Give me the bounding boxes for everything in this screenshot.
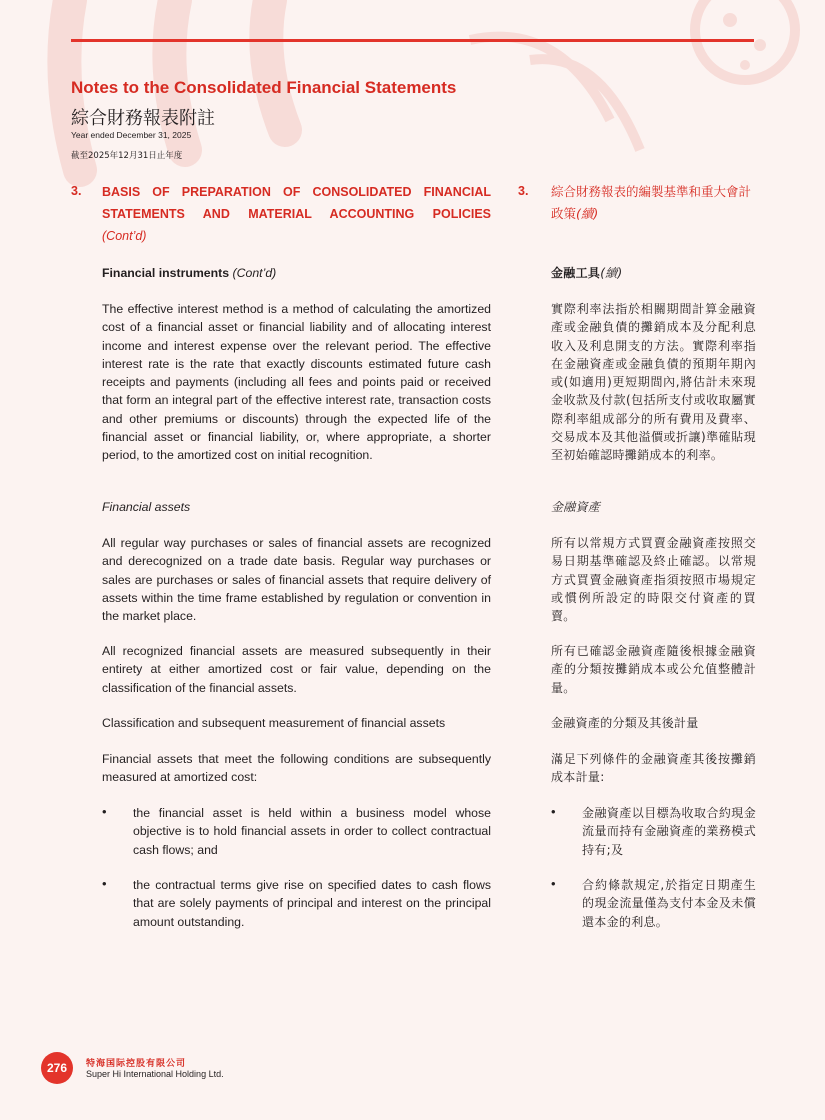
page-number: 276 (46, 1061, 68, 1075)
bullet-item-zh: 金融資產以目標為收取合約現金流量而持有金融資產的業務模式持有;及 (582, 806, 756, 857)
page-title-zh: 綜合財務報表附註 (71, 108, 215, 129)
section-heading-zh-block (551, 181, 756, 225)
fin-instr-contd: (Cont’d) (232, 266, 277, 280)
header-rule (71, 39, 754, 42)
subheading-financial-instruments-en (102, 264, 491, 282)
period-zh: 截至2025年12月31日止年度 (71, 151, 183, 161)
fin-instr-label: Financial instruments (102, 266, 230, 280)
section-number-en: 3. (71, 184, 82, 198)
section-contd-zh: (續) (576, 206, 599, 221)
paragraph-conditions-zh: 滿足下列條件的金融資產其後按攤銷成本計量: (551, 752, 756, 785)
section-number-zh: 3. (518, 184, 529, 198)
paragraph-regular-way-zh: 所有以常規方式買賣金融資產按照交易日期基準確認及終止確認。以常規方式買賣金融資產指須按照市場規定或慣例所設定的時限交付資產的買賣。 (551, 536, 756, 624)
fin-instr-label-zh: 金融工具 (551, 266, 601, 280)
paragraph-conditions-en: Financial assets that meet the following conditions are subsequently measured at amortized cost: (102, 752, 491, 785)
section-heading-en (102, 181, 491, 247)
period-en: Year ended December 31, 2025 (71, 130, 192, 140)
paragraph-effective-interest-en: The effective interest method is a method of calculating the amortized cost of a financial asset or financial liability and of allocating interest income and interest expense over the relevant period. The effective interest rate is the rate that exactly discounts estimated future cash receipts and payments (including all fees and points paid or received that form an integral part of the effective interest rate, transaction costs and other premiums or discounts) through the expected life of the financial asset or financial liability, or, where appropriate, a shorter period, to the amortized cost on initial recognition. (102, 302, 491, 463)
paragraph-effective-interest-zh: 實際利率法指於相關期間計算金融資產或金融負債的攤銷成本及分配利息收入及利息開支的方法。實際利率指在金融資產或金融負債的預期年期內或(如適用)更短期間內,將估計未來現金收款及付款(包括所支付或收取屬實際利率組成部分的所有費用及費率、交易成本及其他溢價或折讓)準確貼現至初始確認時攤銷成本的利率。 (551, 302, 756, 463)
paragraph-regular-way-en: All regular way purchases or sales of financial assets are recognized and derecognized on a trade date basis. Regular way purchases or sales are purchases or sales of financial assets that require delivery of assets within the time frame established by regulation or convention in the market place. (102, 536, 491, 624)
bullet-marker: • (102, 876, 107, 891)
fin-instr-contd-zh: (續) (600, 266, 623, 280)
subheading-financial-assets-zh: 金融資產 (551, 500, 601, 514)
bullet-marker: • (102, 804, 107, 819)
subheading-financial-instruments-zh (551, 264, 756, 282)
section-heading-en-line2: STATEMENTS AND MATERIAL ACCOUNTING POLICIES (102, 207, 491, 221)
page-number-badge (41, 1052, 73, 1084)
paragraph-classification-zh: 金融資產的分類及其後計量 (551, 716, 699, 730)
bullet-item-en: the financial asset is held within a business model whose objective is to hold financial assets in order to collect contractual cash flows; and (133, 806, 491, 857)
paragraph-recognized-assets-zh: 所有已確認金融資產隨後根據金融資產的分類按攤銷成本或公允值整體計量。 (551, 644, 756, 695)
bullet-marker: • (551, 876, 556, 891)
section-contd-en: (Cont’d) (102, 229, 147, 243)
bullet-item-en: the contractual terms give rise on specified dates to cash flows that are solely payments of principal and interest on the principal amount outstanding. (133, 878, 491, 929)
paragraph-recognized-assets-en: All recognized financial assets are measured subsequently in their entirety at either amortized cost or fair value, depending on the classification of the financial assets. (102, 644, 491, 695)
bullet-marker: • (551, 804, 556, 819)
bullet-item-zh: 合約條款規定,於指定日期產生的現金流量僅為支付本金及未償還本金的利息。 (582, 878, 756, 929)
section-heading-en-line1: BASIS OF PREPARATION OF CONSOLIDATED FINANCIAL (102, 185, 491, 199)
company-name-zh: 特海国际控股有限公司 (86, 1059, 187, 1069)
section-heading-zh: 綜合財務報表的編製基準和重大會計政策 (551, 184, 752, 221)
paragraph-classification-en: Classification and subsequent measurement of financial assets (102, 716, 446, 730)
page-title-en: Notes to the Consolidated Financial Statements (71, 78, 457, 97)
subheading-financial-assets-en: Financial assets (102, 500, 191, 514)
company-name-en: Super Hi International Holding Ltd. (86, 1069, 224, 1079)
